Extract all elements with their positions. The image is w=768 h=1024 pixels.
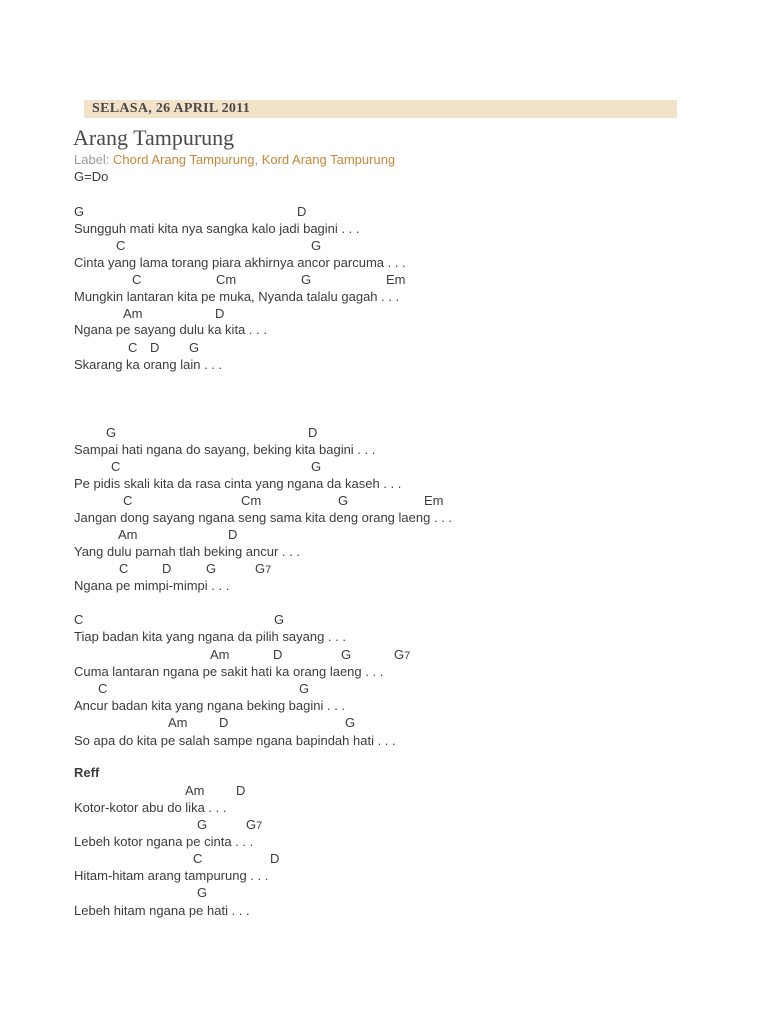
lyric-line: Sungguh mati kita nya sangka kalo jadi bagini . . .	[74, 221, 360, 236]
chord: D	[273, 647, 283, 662]
chord: Am	[118, 527, 138, 542]
post-title[interactable]: Arang Tampurung	[73, 125, 235, 150]
lyric-line: Ngana pe sayang dulu ka kita . . .	[74, 322, 267, 337]
lyric-line: Ngana pe mimpi-mimpi . . .	[74, 578, 230, 593]
chord: D	[219, 715, 229, 730]
post-labels	[74, 152, 395, 168]
chord: G	[311, 238, 322, 253]
lyric-line: Kotor-kotor abu do lika . . .	[74, 800, 227, 815]
chord-g7	[394, 647, 410, 664]
chord: D	[228, 527, 238, 542]
chord: G	[299, 681, 310, 696]
chord: G	[106, 425, 117, 440]
chord: C	[128, 340, 138, 355]
chord: Cm	[241, 493, 262, 508]
chord: D	[162, 561, 172, 576]
chord: G	[345, 715, 356, 730]
chord: D	[215, 306, 225, 321]
lyric-line: Hitam-hitam arang tampurung . . .	[74, 868, 269, 883]
lyric-line: Yang dulu parnah tlah beking ancur . . .	[74, 544, 300, 559]
chord: C	[123, 493, 133, 508]
lyric-line: Lebeh hitam ngana pe hati . . .	[74, 903, 250, 918]
lyric-line: Skarang ka orang lain . . .	[74, 357, 223, 372]
lyric-line: Jangan dong sayang ngana seng sama kita deng orang laeng . . .	[74, 510, 453, 525]
chord: Am	[123, 306, 143, 321]
chord: Am	[210, 647, 230, 662]
post-date: SELASA, 26 APRIL 2011	[92, 101, 251, 116]
lyric-line: Mungkin lantaran kita pe muka, Nyanda talalu gagah . . .	[74, 289, 400, 304]
chord: G	[301, 272, 312, 287]
chord: C	[193, 851, 203, 866]
chord: G	[197, 817, 208, 832]
lyric-line: Sampai hati ngana do sayang, beking kita bagini . . .	[74, 442, 376, 457]
lyric-line: Ancur badan kita yang ngana beking bagini . . .	[74, 698, 346, 713]
chord-g7-base: G	[394, 647, 405, 662]
chord: C	[116, 238, 126, 253]
chord: G	[338, 493, 349, 508]
lyric-line: Cuma lantaran ngana pe sakit hati ka orang laeng . . .	[74, 664, 384, 679]
lyric-line: Lebeh kotor ngana pe cinta . . .	[74, 834, 254, 849]
chord-g7-seven: 7	[404, 650, 411, 662]
chord: D	[236, 783, 246, 798]
chord: G	[197, 885, 208, 900]
chord: G	[274, 612, 285, 627]
chord: C	[98, 681, 108, 696]
chord-g7-base: G	[246, 817, 257, 832]
chord: G	[341, 647, 352, 662]
chord: D	[297, 204, 307, 219]
chord-g7-seven: 7	[256, 820, 263, 832]
chord: Em	[386, 272, 406, 287]
chord: Cm	[216, 272, 237, 287]
lyric-line: Pe pidis skali kita da rasa cinta yang ngana da kaseh . . .	[74, 476, 402, 491]
chord-g7	[255, 561, 271, 578]
chord: C	[132, 272, 142, 287]
chord-g7	[246, 817, 262, 834]
chord: D	[270, 851, 280, 866]
chord: G	[206, 561, 217, 576]
chord: Am	[185, 783, 205, 798]
lyric-line: Tiap badan kita yang ngana da pilih sayang . . .	[74, 629, 346, 644]
lyric-line: So apa do kita pe salah sampe ngana bapindah hati . . .	[74, 733, 396, 748]
chord-g7-seven: 7	[265, 564, 272, 576]
chord: Am	[168, 715, 188, 730]
chord: G	[311, 459, 322, 474]
reff-heading: Reff	[74, 765, 100, 780]
chord: G	[189, 340, 200, 355]
chord: G	[74, 204, 85, 219]
chord: D	[150, 340, 160, 355]
chord: D	[308, 425, 318, 440]
key-note: G=Do	[74, 169, 109, 184]
lyric-line: Cinta yang lama torang piara akhirnya ancor parcuma . . .	[74, 255, 406, 270]
label-link-kord[interactable]: Kord Arang Tampurung	[261, 152, 396, 167]
chord: C	[74, 612, 84, 627]
chord: C	[111, 459, 121, 474]
chord: C	[119, 561, 129, 576]
chord-g7-base: G	[255, 561, 266, 576]
label-prefix: Label:	[74, 152, 114, 167]
label-link-chord[interactable]: Chord Arang Tampurung	[113, 152, 255, 167]
label-separator: ,	[254, 152, 262, 167]
chord: Em	[424, 493, 444, 508]
